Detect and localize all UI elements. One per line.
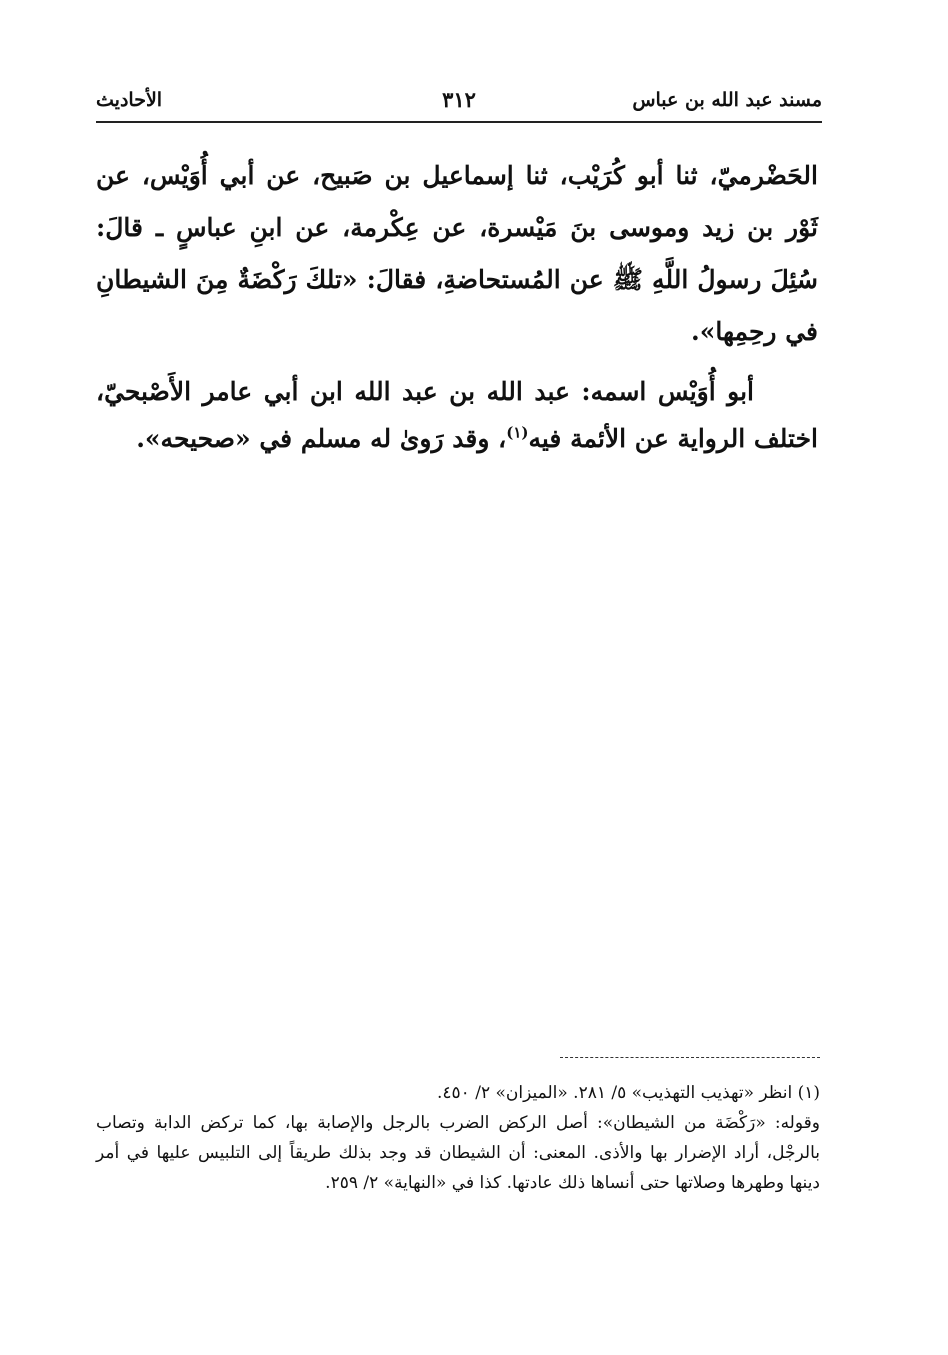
page-number: ٣١٢ bbox=[442, 87, 476, 112]
commentary-text: أبو أُوَيْس اسمه: عبد الله بن عبد الله ابن أبي عامر الأَصْبحيّ، اختلف الرواية عن الأئمة فيه bbox=[96, 377, 818, 453]
hadith-paragraph: الحَضْرميّ، ثنا أبو كُرَيْب، ثنا إسماعيل بن صَبيح، عن أبي أُوَيْس، عن ثَوْر بن زيد وموسى بنَ مَيْسرة، عن عِكْرمة، عن ابنِ عباسٍ ـ قالَ: سُئِلَ رسولُ اللَّهِ ﷺ عن المُستحاضةِ، فقالَ: «تلكَ رَكْضَةٌ مِنَ الشيطانِ في رحِمِها». bbox=[96, 161, 818, 346]
commentary-tail: ، وقد رَوىٰ له مسلم في «صحيحه». bbox=[136, 424, 507, 453]
footnote-1: (١) انظر «تهذيب التهذيب» ٥/ ٢٨١. «الميزان» ٢/ ٤٥٠. bbox=[437, 1083, 820, 1103]
commentary-paragraph bbox=[96, 368, 818, 462]
section-title: الأحاديث bbox=[96, 89, 163, 111]
book-title: مسند عبد الله بن عباس bbox=[632, 89, 822, 111]
main-text bbox=[96, 150, 818, 462]
footnote-reference[interactable]: (١) bbox=[506, 423, 529, 442]
footnote-separator bbox=[560, 1057, 820, 1058]
footnotes bbox=[96, 1078, 820, 1198]
running-header bbox=[96, 86, 822, 120]
header-rule bbox=[96, 121, 822, 123]
footnote-2: وقوله: «رَكْضَة من الشيطان»: أصل الركض الضرب بالرجل والإصابة بها، كما تركض الدابة وتصاب بالرجْل، أراد الإضرار بها والأذى. المعنى: أن الشيطان قد وجد بذلك طريقاً إلى التلبيس عليها في أمر دينها وطهرها وصلاتها حتى أنساها ذلك عادتها. كذا في «النهاية» ٢/ ٢٥٩. bbox=[96, 1113, 820, 1193]
